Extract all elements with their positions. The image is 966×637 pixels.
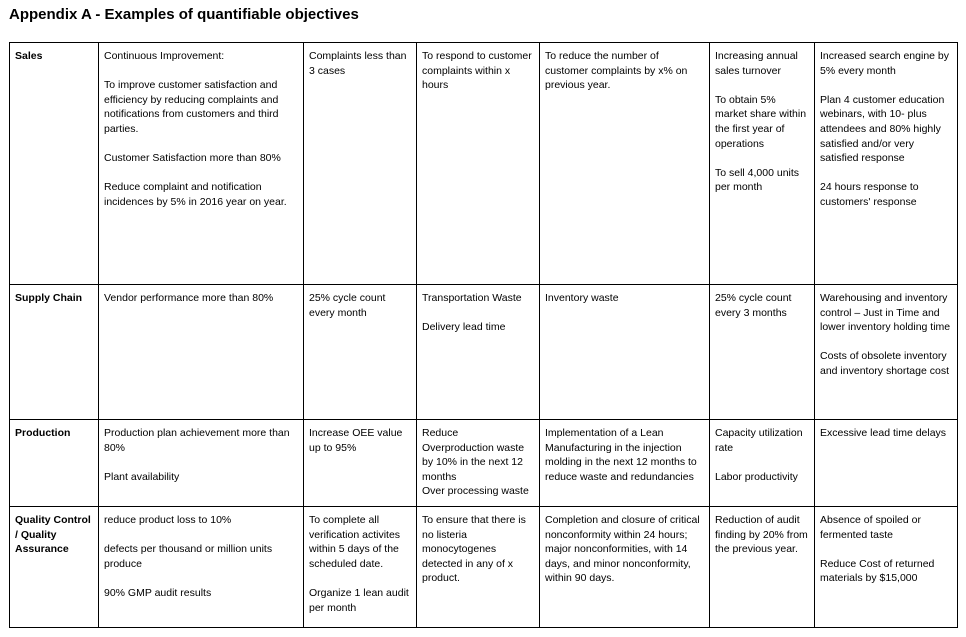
cell-text: Excessive lead time delays xyxy=(820,427,947,439)
objectives-table xyxy=(9,42,958,628)
cell-text: 25% cycle count every 3 months xyxy=(715,292,792,319)
cell-text: Reduce Cost of returned materials by $15,000 xyxy=(820,557,935,585)
cell-text: Customer Satisfaction more than 80% xyxy=(104,152,281,165)
table-row xyxy=(10,285,958,420)
table-cell xyxy=(710,285,815,420)
cell-text: 24 hours response to customers' response xyxy=(820,181,919,208)
table-cell xyxy=(815,420,958,507)
cell-text: Completion and closure of critical nonconformity within 24 hours; major nonconformities, with 14 days, and minor nonconformity, within 90 days. xyxy=(545,514,700,585)
cell-text: Reduce Overproduction waste by 10% in the next 12 months Over processing waste xyxy=(422,427,529,498)
cell-text: Transportation Waste xyxy=(422,292,522,304)
row-category: Production xyxy=(10,420,99,507)
cell-text: Absence of spoiled or fermented taste xyxy=(820,514,921,541)
table-cell xyxy=(417,43,540,285)
cell-text: reduce product loss to 10% xyxy=(104,514,232,526)
table-cell xyxy=(710,420,815,507)
row-category: Quality Control / Quality Assurance xyxy=(10,507,99,628)
table-cell xyxy=(417,285,540,420)
cell-text: Capacity utilization rate xyxy=(715,427,803,454)
cell-text: Continuous Improvement: xyxy=(104,50,225,62)
table-cell xyxy=(99,507,304,628)
table-cell xyxy=(815,43,958,285)
table-cell xyxy=(99,420,304,507)
cell-text: Complaints less than 3 cases xyxy=(309,50,407,77)
cell-text: Production plan achievement more than 80% xyxy=(104,427,290,454)
table-cell xyxy=(304,43,417,285)
table-cell xyxy=(540,507,710,628)
table-row xyxy=(10,420,958,507)
table-cell xyxy=(417,420,540,507)
table-cell xyxy=(304,285,417,420)
cell-text: To ensure that there is no listeria monocytogenes detected in any of x product. xyxy=(422,514,526,585)
table-cell xyxy=(99,43,304,285)
cell-text: Plan 4 customer education webinars, with 10- plus attendees and 80% highly satisfied and/or very satisfied response xyxy=(820,93,945,165)
cell-text: Delivery lead time xyxy=(422,321,506,334)
cell-text: 25% cycle count every month xyxy=(309,292,386,319)
cell-text: To obtain 5% market share within the first year of operations xyxy=(715,93,807,150)
cell-text: To complete all verification activites within 5 days of the scheduled date. xyxy=(309,514,401,570)
cell-text: defects per thousand or million units produce xyxy=(104,543,273,570)
table-cell xyxy=(710,507,815,628)
cell-text: To respond to customer complaints within x hours xyxy=(422,50,532,92)
table-row xyxy=(10,43,958,285)
cell-text: Inventory waste xyxy=(545,292,619,304)
row-category: Sales xyxy=(10,43,99,285)
table-cell xyxy=(815,507,958,628)
cell-text: Warehousing and inventory control – Just in Time and lower inventory holding time xyxy=(820,292,951,334)
table-cell xyxy=(540,420,710,507)
cell-text: Vendor performance more than 80% xyxy=(104,292,274,304)
table-cell xyxy=(417,507,540,628)
cell-text: 90% GMP audit results xyxy=(104,586,212,599)
cell-text: Costs of obsolete inventory and inventory shortage cost xyxy=(820,350,949,377)
cell-text: Increased search engine by 5% every month xyxy=(820,50,949,77)
row-category: Supply Chain xyxy=(10,285,99,420)
cell-text: Reduce complaint and notification incidences by 5% in 2016 year on year. xyxy=(104,181,287,208)
cell-text: To improve customer satisfaction and efficiency by reducing complaints and notifications from customers and third parties. xyxy=(104,79,279,135)
cell-text: To sell 4,000 units per month xyxy=(715,166,800,194)
table-cell xyxy=(304,507,417,628)
table-cell xyxy=(710,43,815,285)
cell-text: Labor productivity xyxy=(715,470,798,483)
page-title: Appendix A - Examples of quantifiable objectives xyxy=(9,6,359,23)
table-cell xyxy=(99,285,304,420)
table-cell xyxy=(540,285,710,420)
table-cell xyxy=(304,420,417,507)
cell-text: Plant availability xyxy=(104,470,180,483)
table-row xyxy=(10,507,958,628)
cell-text: To reduce the number of customer complaints by x% on previous year. xyxy=(545,50,688,92)
cell-text: Implementation of a Lean Manufacturing in the injection molding in the next 12 months to reduce waste and redundancies xyxy=(545,427,697,483)
cell-text: Increase OEE value up to 95% xyxy=(309,427,403,454)
cell-text: Reduction of audit finding by 20% from the previous year. xyxy=(715,514,808,556)
cell-text: Organize 1 lean audit per month xyxy=(309,586,409,614)
table-cell xyxy=(540,43,710,285)
table-cell xyxy=(815,285,958,420)
cell-text: Increasing annual sales turnover xyxy=(715,50,798,77)
